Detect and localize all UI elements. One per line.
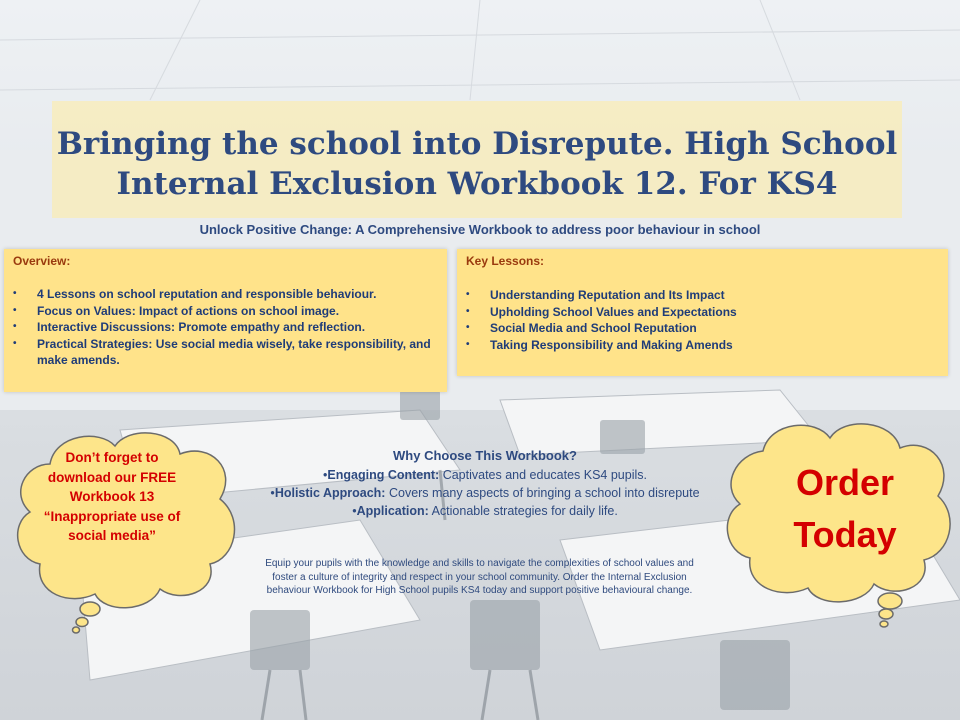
why-row-text: Actionable strategies for daily life. xyxy=(431,504,618,518)
why-row-label: Engaging Content: xyxy=(327,468,440,482)
why-row-label: Holistic Approach: xyxy=(274,486,386,500)
overview-item: • Interactive Discussions: Promote empathy and reflection. xyxy=(13,319,443,336)
equip-paragraph: Equip your pupils with the knowledge and skills to navigate the complexities of school values and foster a culture of integrity and respect in your school community. Order the Internal Exclusion behaviour Workbook for High School pupils KS4 today and support positive behavioural change. xyxy=(265,558,694,596)
page-title: Bringing the school into Disrepute. High School Internal Exclusion Workbook 12. For KS4 xyxy=(56,126,898,202)
why-row-label: Application: xyxy=(356,504,429,518)
overview-list xyxy=(13,286,443,369)
key-lessons-list xyxy=(466,287,936,353)
why-row-text: Captivates and educates KS4 pupils. xyxy=(442,468,647,482)
overview-item: • Practical Strategies: Use social media wisely, take responsibility, and make amends. xyxy=(13,336,443,369)
why-row: •Engaging Content: Captivates and educates KS4 pupils. xyxy=(323,468,647,482)
why-choose-section xyxy=(220,448,750,520)
why-row: •Holistic Approach: Covers many aspects of bringing a school into disrepute xyxy=(270,486,700,500)
key-lesson-item: • Upholding School Values and Expectations xyxy=(466,304,936,321)
key-lessons-heading: Key Lessons: xyxy=(466,254,545,268)
why-row-text: Covers many aspects of bringing a school into disrepute xyxy=(388,486,700,500)
key-lesson-item: • Taking Responsibility and Making Amends xyxy=(466,337,936,354)
key-lesson-item: • Understanding Reputation and Its Impact xyxy=(466,287,936,304)
why-choose-heading: Why Choose This Workbook? xyxy=(393,448,577,463)
overview-box xyxy=(4,249,447,392)
subtitle: Unlock Positive Change: A Comprehensive Workbook to address poor behaviour in school xyxy=(199,222,761,237)
free-workbook-callout[interactable]: Don’t forget to download our FREE Workbook 13 “Inappropriate use of social media” xyxy=(43,450,181,543)
key-lessons-box xyxy=(457,249,948,376)
overview-item: • 4 Lessons on school reputation and responsible behaviour. xyxy=(13,286,443,303)
overview-item: • Focus on Values: Impact of actions on school image. xyxy=(13,303,443,320)
overview-heading: Overview: xyxy=(13,254,71,268)
order-today-callout[interactable]: Order Today xyxy=(793,462,897,555)
why-row: •Application: Actionable strategies for daily life. xyxy=(352,504,618,518)
key-lesson-item: • Social Media and School Reputation xyxy=(466,320,936,337)
